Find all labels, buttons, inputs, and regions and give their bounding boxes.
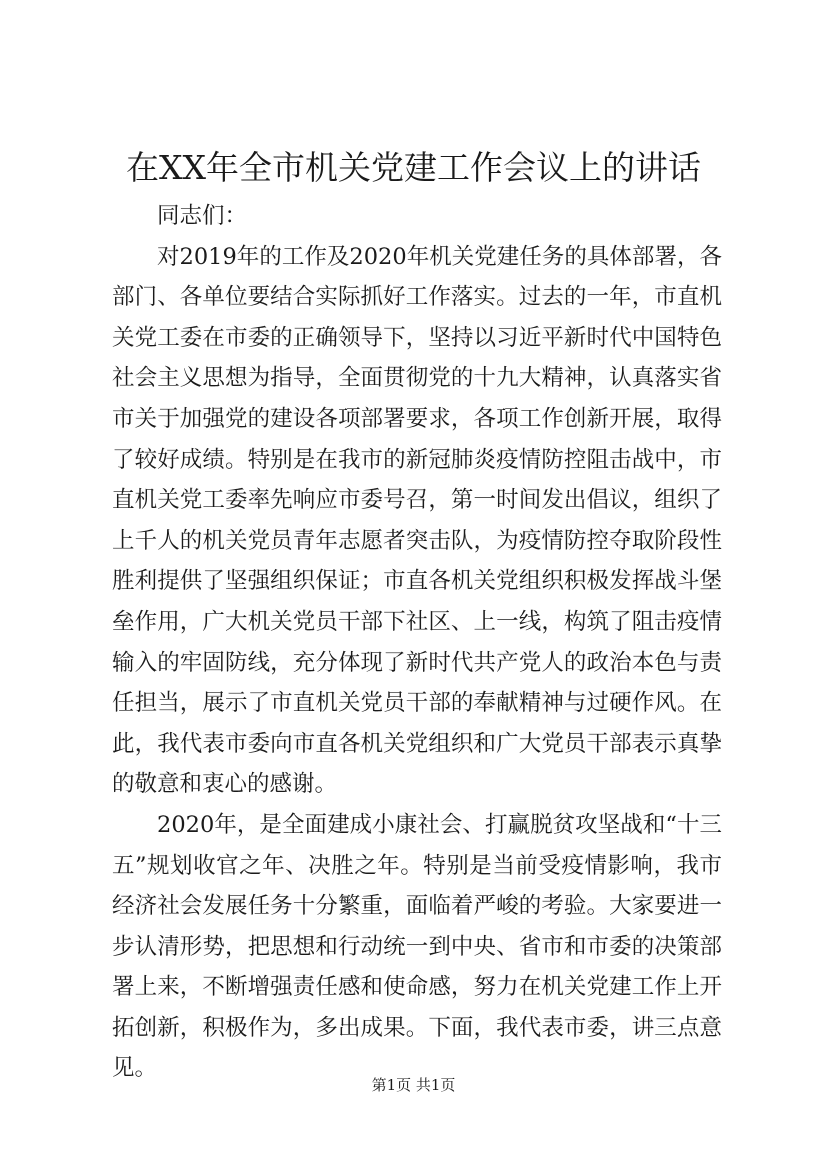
page-footer: 第1页 共1页 [371,1076,456,1094]
paragraph-2: 2020年，是全面建成小康社会、打赢脱贫攻坚战和“十三五”规划收官之年、决胜之年。特别是当前受疫情影响，我市经济社会发展任务十分繁重，面临着严峻的考验。大家要进一步认清形势，把思想和行动统一到中央、省市和市委的决策部署上来，不断增强责任感和使命感，努力在机关党建工作上开拓创新，积极作为，多出成果。下面，我代表市委，讲三点意见。 [112,811,722,1082]
salutation: 同志们： [157,203,248,229]
paragraph-1: 对2019年的工作及2020年机关党建任务的具体部署，各部门、各单位要结合实际抓好工作落实。过去的一年，市直机关党工委在市委的正确领导下，坚持以习近平新时代中国特色社会主义思想为指导，全面贯彻党的十九大精神，认真落实省市关于加强党的建设各项部署要求，各项工作创新开展，取得了较好成绩。特别是在我市的新冠肺炎疫情防控阻击战中，市直机关党工委率先响应市委号召，第一时间发出倡议，组织了上千人的机关党员青年志愿者突击队，为疫情防控夺取阶段性胜利提供了坚强组织保证；市直各机关党组织积极发挥战斗堡垒作用，广大机关党员干部下社区、上一线，构筑了阻击疫情输入的牢固防线，充分体现了新时代共产党人的政治本色与责任担当，展示了市直机关党员干部的奉献精神与过硬作风。在此，我代表市委向市直各机关党组织和广大党员干部表示真挚的敬意和衷心的感谢。 [112,243,722,798]
document-title: 在XX年全市机关党建工作会议上的讲话 [126,148,701,187]
document-body [112,196,722,1089]
